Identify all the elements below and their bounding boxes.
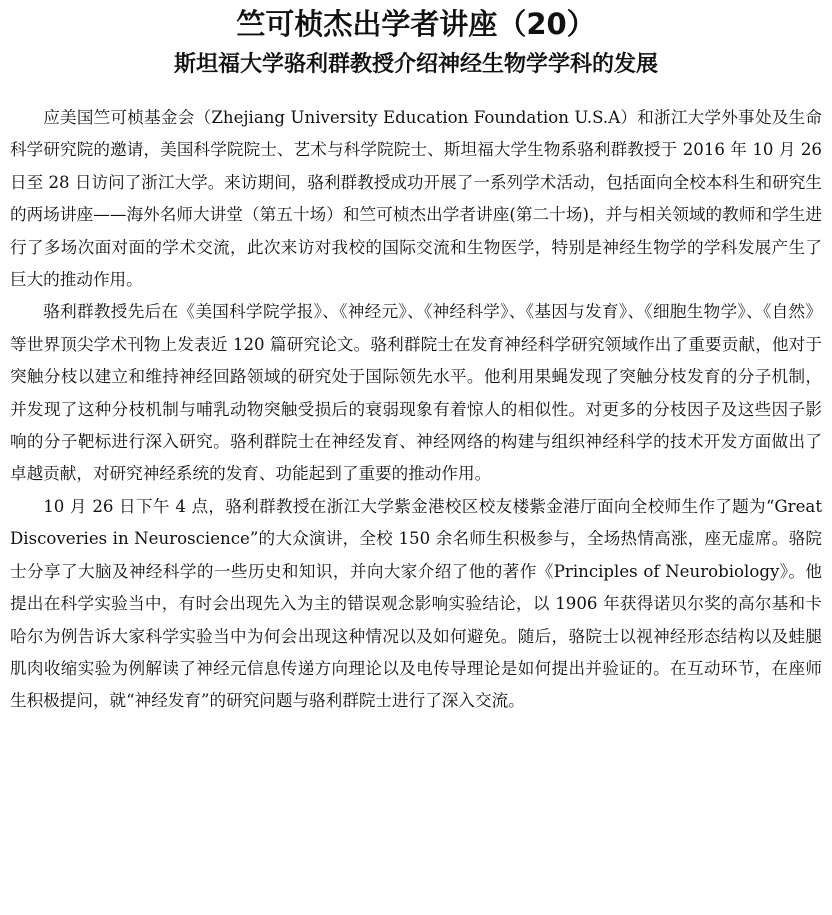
paragraph-intro: 应美国竺可桢基金会（Zhejiang University Education Foundation U.S.A）和浙江大学外事处及生命科学研究院的邀请，美国科学院院士、艺术与科学院院士、斯坦福大学生物系骆利群教授于 2016 年 10 月 26 日至 28 日访问了浙江大学。来访期间，骆利群教授成功开展了一系列学术活动，包括面向全校本科生和研究生的两场讲座——海外名师大讲堂（第五十场）和竺可桢杰出学者讲座(第二十场)，并与相关领域的教师和学生进行了多场次面对面的学术交流，此次来访对我校的国际交流和生物医学，特别是神经生物学的学科发展产生了巨大的推动作用。 [10, 108, 822, 290]
paragraph-research: 骆利群教授先后在《美国科学院学报》、《神经元》、《神经科学》、《基因与发育》、《细胞生物学》、《自然》等世界顶尖学术刊物上发表近 120 篇研究论文。骆利群院士在发育神经科学研究领域作出了重要贡献，他对于突触分枝以建立和维持神经回路领域的研究处于国际领先水平。他利用果蝇发现了突触分枝发育的分子机制，并发现了这种分枝机制与哺乳动物突触受损后的衰弱现象有着惊人的相似性。对更多的分枝因子及这些因子影响的分子靶标进行深入研究。骆利群院士在神经发育、神经网络的构建与组织神经科学的技术开发方面做出了卓越贡献，对研究神经系统的发育、功能起到了重要的推动作用。 [10, 302, 822, 484]
document-title: 竺可桢杰出学者讲座（20） [236, 7, 596, 41]
paragraph-lecture: 10 月 26 日下午 4 点，骆利群教授在浙江大学紫金港校区校友楼紫金港厅面向全校师生作了题为“Great Discoveries in Neuroscience”的大众演讲，全校 150 余名师生积极参与，全场热情高涨，座无虚席。骆院士分享了大脑及神经科学的一些历史和知识，并向大家介绍了他的著作《Principles of Neurobiology》。他提出在科学实验当中，有时会出现先入为主的错误观念影响实验结论，以 1906 年获得诺贝尔奖的高尔基和卡哈尔为例告诉大家科学实验当中为何会出现这种情况以及如何避免。随后，骆院士以视神经形态结构以及蛙腿肌肉收缩实验为例解读了神经元信息传递方向理论以及电传导理论是如何提出并验证的。在互动环节，在座师生积极提问，就“神经发育”的研究问题与骆利群院士进行了深入交流。 [10, 496, 822, 711]
article-body [10, 102, 822, 718]
document-subtitle: 斯坦福大学骆利群教授介绍神经生物学学科的发展 [173, 52, 658, 77]
